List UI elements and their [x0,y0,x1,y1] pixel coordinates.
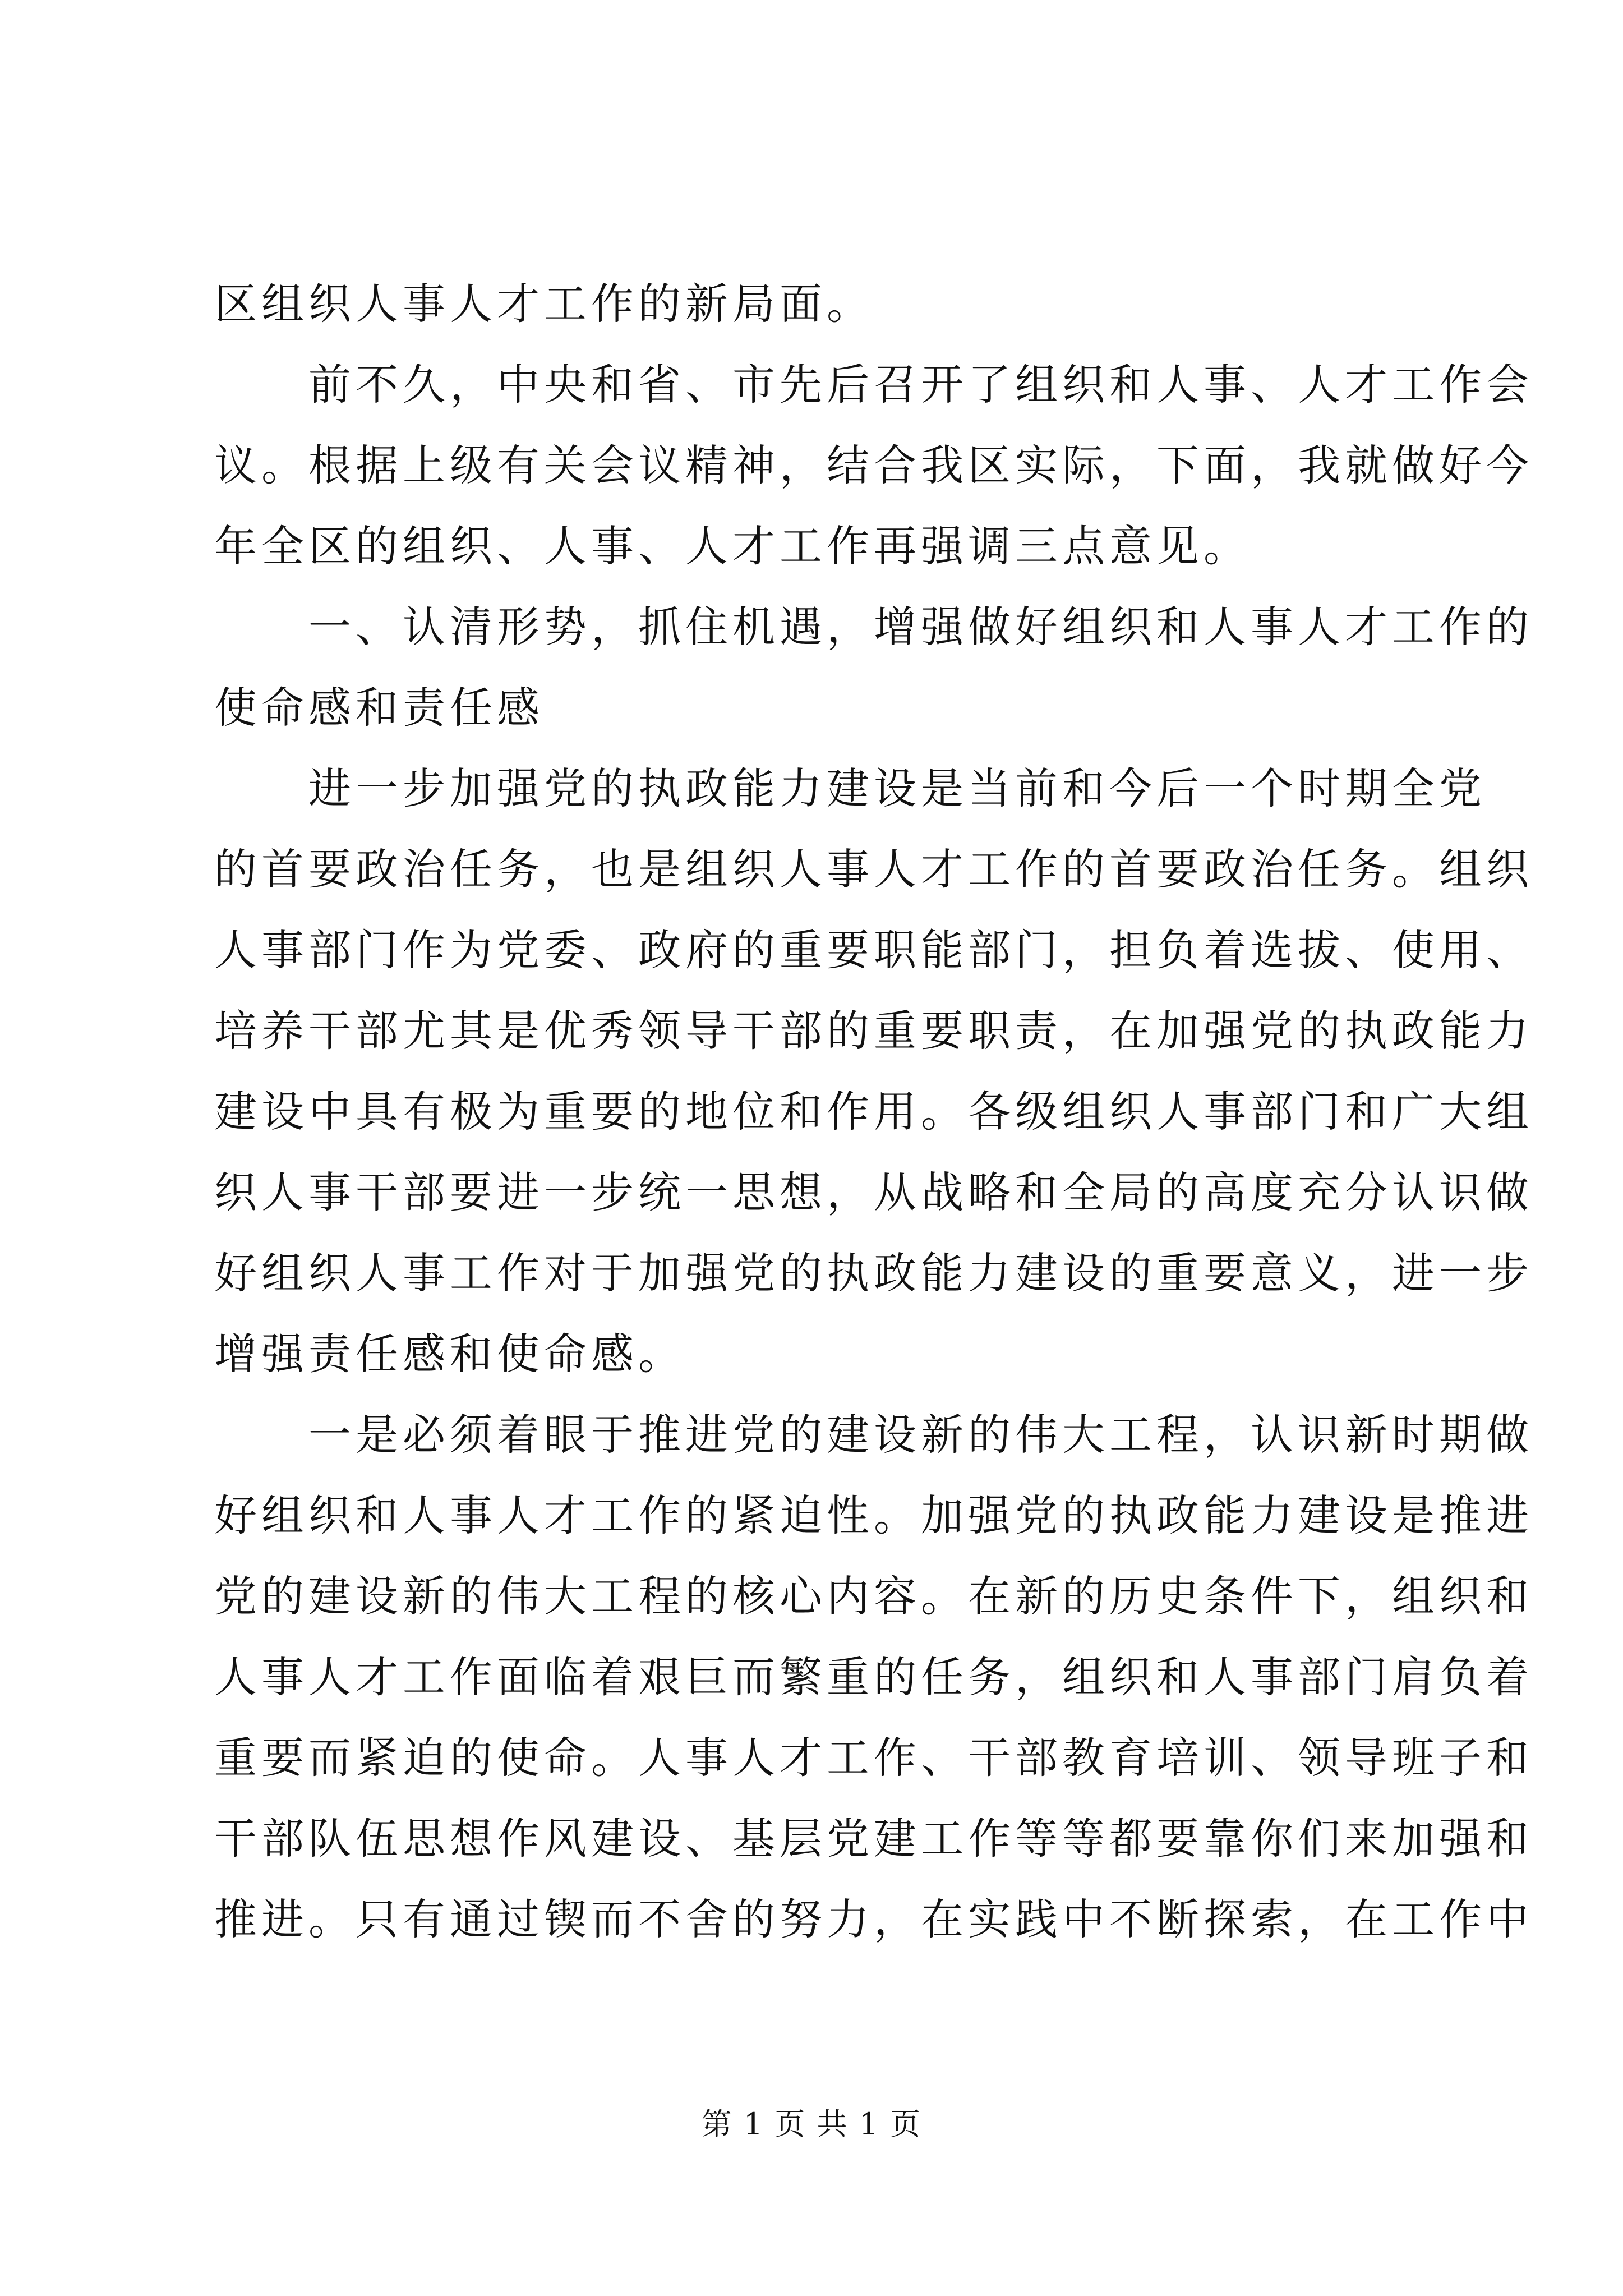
text-line: 建设中具有极为重要的地位和作用。各级组织人事部门和广大组 [214,1087,1533,1137]
body-text [214,264,1533,1960]
text-line: 进一步加强党的执政能力建设是当前和今后一个时期全党 [214,763,1486,813]
text-line: 好组织人事工作对于加强党的执政能力建设的重要意义，进一步 [214,1248,1533,1298]
page-footer [0,2105,1623,2144]
text-line: 议。根据上级有关会议精神，结合我区实际，下面，我就做好今 [214,440,1533,490]
text-line: 人事人才工作面临着艰巨而繁重的任务，组织和人事部门肩负着 [214,1652,1533,1702]
text-line: 好组织和人事人才工作的紧迫性。加强党的执政能力建设是推进 [214,1490,1533,1540]
text-line: 党的建设新的伟大工程的核心内容。在新的历史条件下，组织和 [214,1571,1533,1621]
text-line: 的首要政治任务，也是组织人事人才工作的首要政治任务。组织 [214,844,1533,894]
text-line: 年全区的组织、人事、人才工作再强调三点意见。 [214,521,1251,571]
text-line: 增强责任感和使命感。 [214,1329,685,1379]
text-line: 干部队伍思想作风建设、基层党建工作等等都要靠你们来加强和 [214,1814,1533,1864]
text-line: 人事部门作为党委、政府的重要职能部门，担负着选拔、使用、 [214,925,1533,975]
text-line: 培养干部尤其是优秀领导干部的重要职责，在加强党的执政能力 [214,1006,1533,1056]
text-line: 区组织人事人才工作的新局面。 [214,279,874,329]
text-line: 织人事干部要进一步统一思想，从战略和全局的高度充分认识做 [214,1167,1533,1217]
page-number-label: 第 1 页 共 1 页 [701,2106,922,2142]
text-line: 前不久，中央和省、市先后召开了组织和人事、人才工作会 [214,360,1533,409]
text-line: 重要而紧迫的使命。人事人才工作、干部教育培训、领导班子和 [214,1733,1533,1783]
section-heading-line: 一、认清形势，抓住机遇，增强做好组织和人事人才工作的 [214,602,1533,652]
text-line: 推进。只有通过锲而不舍的努力，在实践中不断探索，在工作中 [214,1894,1533,1944]
text-line: 一是必须着眼于推进党的建设新的伟大工程，认识新时期做 [214,1410,1533,1460]
section-heading-line: 使命感和责任感 [214,683,544,733]
